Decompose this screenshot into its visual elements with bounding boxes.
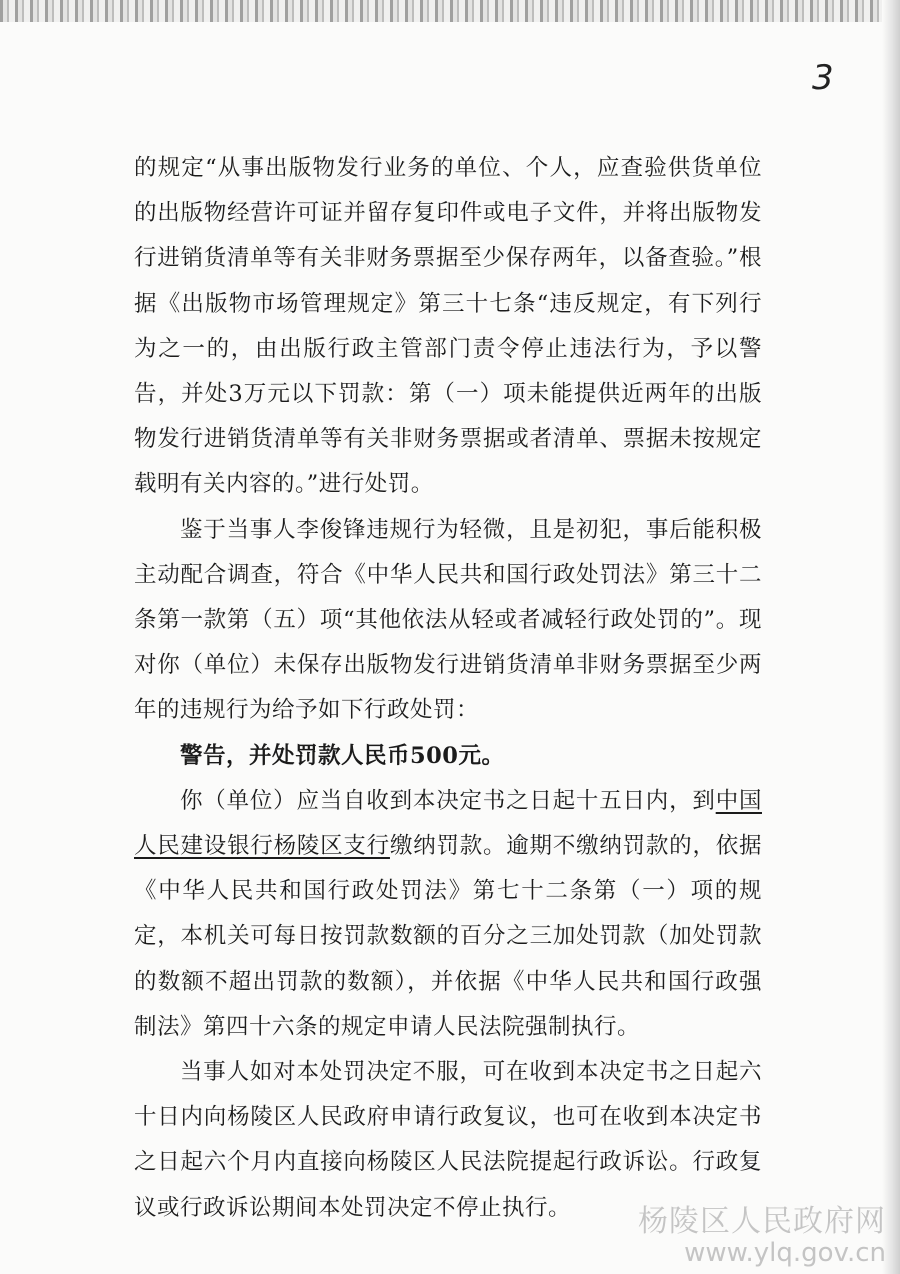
paragraph-regulation-citation: 的规定“从事出版物发行业务的单位、个人，应查验供货单位的出版物经营许可证并留存复印件或电子文件，并将出版物发行进销货清单等有关非财务票据至少保存两年，以备查验。”根据《出版物市场管理规定》第三十七条“违反规定，有下列行为之一的，由出版行政主管部门责令停止违法行为，予以警告，并处3万元以下罚款：第（一）项未能提供近两年的出版物发行进销货清单等有关非财务票据或者清单、票据未按规定载明有关内容的。”进行处罚。 [134,155,762,498]
scan-top-edge [0,0,900,22]
watermark-title: 杨陵区人民政府网 [638,1204,886,1239]
paragraph-payment [134,779,762,1050]
bank-name: 中国人民建设银行杨陵区支行 [134,787,762,860]
watermark [638,1196,886,1268]
watermark-url: www.ylq.gov.cn [684,1238,886,1268]
paragraph-mitigation: 鉴于当事人李俊锋违规行为轻微，且是初犯，事后能积极主动配合调查，符合《中华人民共和国行政处罚法》第三十二条第一款第（五）项“其他依法从轻或者减轻行政处罚的”。现对你（单位）未保存出版物发行进销货清单非财务票据至少两年的违规行为给予如下行政处罚： [134,516,762,724]
payment-text-start: 你（单位）应当自收到本决定书之日起十五日内，到 [180,787,716,814]
scan-right-edge [882,0,900,1274]
document-body [134,146,762,1231]
payment-text-rest: 缴纳罚款。逾期不缴纳罚款的，依据《中华人民共和国行政处罚法》第七十二条第（一）项的规定，本机关可每日按罚款数额的百分之三加处罚款（加处罚款的数额不超出罚款的数额），并依据《中华人民共和国行政强制法》第四十六条的规定申请人民法院强制执行。 [134,833,762,1040]
paragraph-penalty: 警告，并处罚款人民币500元。 [180,742,505,769]
paragraph-appeal: 当事人如对本处罚决定不服，可在收到本决定书之日起六十日内向杨陵区人民政府申请行政复议，也可在收到本决定书之日起六个月内直接向杨陵区人民法院提起行政诉讼。行政复议或行政诉讼期间本处罚决定不停止执行。 [134,1059,762,1221]
page-number: 3 [812,58,834,98]
